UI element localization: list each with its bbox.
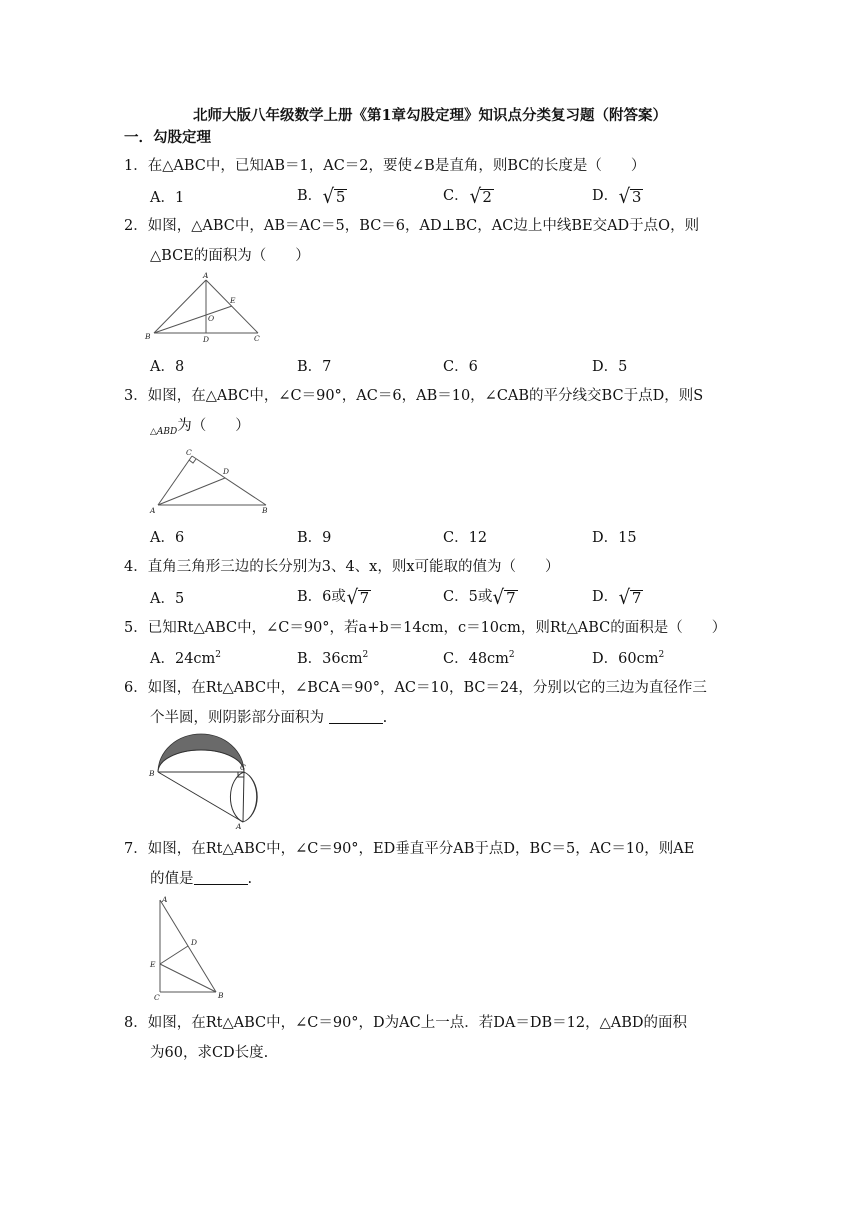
q7-stem-line1: 7．如图，在Rt△ABC中，∠C＝90°，ED垂直平分AB于点D，BC＝5，AC＝10，则AE: [124, 841, 695, 857]
q2-label-e: E: [230, 296, 236, 305]
answer-blank: [194, 871, 248, 885]
q2-triangle-figure: [140, 270, 270, 346]
q3-label-b: B: [262, 506, 268, 515]
q3-stem-line2: $_{\triangle ABD}$为（ ）: [150, 418, 250, 437]
q2-option-c: C．6: [443, 359, 478, 375]
q5-option-b: B．$36cm^2$: [297, 650, 369, 667]
q3-label-d: D: [223, 467, 230, 476]
sqrt-symbol: √ 7: [618, 585, 642, 609]
q2-option-d: D．5: [592, 359, 628, 375]
q7-label-e: E: [150, 960, 156, 969]
q6-stem-line1: 6．如图，在Rt△ABC中，∠BCA＝90°，AC＝10，BC＝24，分别以它的三边为直径作三: [124, 680, 707, 696]
section-heading: 一．勾股定理: [124, 129, 211, 146]
q7-label-b: B: [218, 991, 224, 1000]
q2-label-d: D: [203, 335, 210, 344]
q3-stem-line1: 3．如图，在△ABC中，∠C＝90°，AC＝6，AB＝10，∠CAB的平分线交BC于点D，则S: [124, 388, 704, 404]
q4-stem: 4．直角三角形三边的长分别为3、4、x，则x可能取的值为（ ）: [124, 559, 560, 575]
q7-label-c: C: [154, 993, 160, 1002]
q2-label-b: B: [145, 332, 151, 341]
q7-stem-line2: 的值是 .: [150, 871, 253, 887]
sqrt-symbol: √ 2: [469, 184, 492, 208]
page-title: 北师大版八年级数学上册《第1章勾股定理》知识点分类复习题（附答案）: [192, 107, 668, 124]
q2-option-a: A．8: [150, 359, 185, 375]
q1-option-d: D． √ 3: [592, 184, 642, 208]
q7-label-a: A: [162, 895, 168, 904]
q6-label-a: A: [236, 822, 242, 830]
sqrt-symbol: √ 5: [322, 184, 346, 208]
q6-semicircle-figure: [144, 730, 270, 830]
q4-option-d: D． √ 7: [592, 585, 642, 609]
q4-option-c: C．5或 √ 7: [443, 585, 516, 609]
q3-label-a: A: [150, 506, 156, 515]
q3-label-c: C: [186, 448, 192, 457]
q6-stem-line2: 个半圆，则阴影部分面积为 .: [150, 710, 388, 726]
sqrt-symbol: √ 3: [618, 184, 642, 208]
q5-option-d: D．$60cm^2$: [592, 650, 665, 667]
q2-label-o: O: [208, 314, 215, 323]
q4-option-a: A．5: [150, 591, 185, 607]
q3-option-b: B．9: [297, 530, 332, 546]
q7-label-d: D: [191, 938, 198, 947]
q3-option-a: A．6: [150, 530, 185, 546]
sqrt-symbol: √ 7: [346, 585, 370, 609]
q6-label-b: B: [149, 769, 155, 778]
q8-stem-line2: 为60，求CD长度.: [150, 1045, 269, 1061]
q5-stem: 5．已知Rt△ABC中，∠C＝90°，若a+b＝14cm，c＝10cm，则Rt△ABC的面积是（ ）: [124, 620, 727, 636]
q2-option-b: B．7: [297, 359, 332, 375]
q5-option-a: A．$24cm^2$: [150, 650, 222, 667]
q2-stem-line2: △BCE的面积为（ ）: [150, 248, 310, 264]
q7-triangle-figure: [146, 894, 230, 1002]
q6-label-c: C: [240, 763, 246, 772]
q3-triangle-figure: [148, 444, 276, 516]
q1-option-a: A．1: [150, 190, 185, 206]
q2-label-c: C: [254, 334, 260, 343]
q2-stem-line1: 2．如图，△ABC中，AB＝AC＝5，BC＝6，AD⊥BC，AC边上中线BE交AD于点O，则: [124, 218, 700, 234]
q4-option-b: B．6或 √ 7: [297, 585, 370, 609]
q3-option-c: C．12: [443, 530, 488, 546]
q8-stem-line1: 8．如图，在Rt△ABC中，∠C＝90°，D为AC上一点．若DA＝DB＝12，△ABD的面积: [124, 1015, 687, 1031]
q3-option-d: D．15: [592, 530, 637, 546]
q1-option-b: B． √ 5: [297, 184, 346, 208]
q1-option-c: C． √ 2: [443, 184, 492, 208]
answer-blank: [329, 710, 383, 724]
q2-label-a: A: [203, 271, 209, 280]
q1-stem: 1．在△ABC中，已知AB＝1，AC＝2，要使∠B是直角，则BC的长度是（ ）: [124, 158, 646, 174]
sqrt-symbol: √ 7: [492, 585, 516, 609]
q5-option-c: C．$48cm^2$: [443, 650, 515, 667]
